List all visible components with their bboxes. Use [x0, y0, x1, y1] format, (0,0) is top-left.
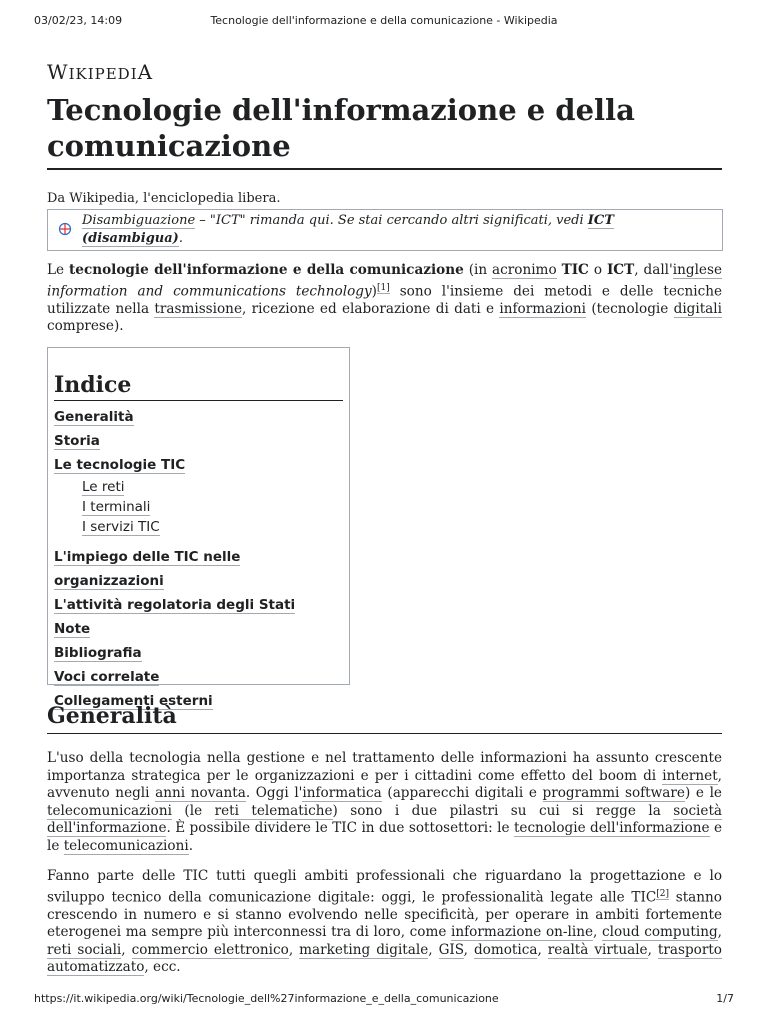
- print-page-number: 1/7: [716, 992, 734, 1005]
- print-datetime: 03/02/23, 14:09: [34, 14, 123, 27]
- link-telecomunicazioni[interactable]: telecomunicazioni: [47, 802, 172, 819]
- toc-item-label[interactable]: Bibliografia: [54, 645, 142, 661]
- link-inglese[interactable]: inglese: [672, 262, 722, 278]
- link-reti-telematiche[interactable]: reti telematiche: [214, 802, 333, 819]
- toc-item-label[interactable]: Storia: [54, 433, 100, 449]
- link-digitali[interactable]: digitali: [673, 300, 722, 317]
- toc-item-label[interactable]: Voci correlate: [54, 669, 160, 685]
- term-tic: TIC: [561, 262, 589, 278]
- text: e le: [47, 820, 722, 854]
- disambiguation-icon: [58, 222, 72, 236]
- text: . È possibile dividere le TIC in due sottosettori: le: [166, 820, 514, 836]
- generalita-paragraph-2: [47, 868, 722, 977]
- toc-subitem-label[interactable]: Le reti: [82, 479, 125, 495]
- term-bold: tecnologie dell'informazione e della comunicazione: [69, 262, 464, 278]
- toc-item-label[interactable]: Collegamenti esterni: [54, 693, 213, 709]
- term-ict: ICT: [606, 262, 635, 278]
- link-cloud-computing[interactable]: cloud computing: [602, 924, 718, 941]
- text: , ecc.: [144, 959, 181, 976]
- text: ): [371, 283, 377, 300]
- reference-1[interactable]: [1]: [376, 282, 390, 293]
- toc-item-storia[interactable]: [54, 429, 343, 453]
- link-marketing-digitale[interactable]: marketing digitale: [299, 941, 429, 958]
- link-trasporto-automatizzato[interactable]: trasporto automatizzato: [47, 941, 722, 976]
- toc-item-label[interactable]: Le tecnologie TIC: [54, 457, 186, 473]
- toc-subitem-label[interactable]: I servizi TIC: [82, 519, 160, 535]
- link-gis[interactable]: GIS: [438, 941, 464, 958]
- text: o: [588, 262, 607, 278]
- text: ,: [717, 924, 722, 941]
- text: (in: [463, 262, 493, 278]
- print-page-title: Tecnologie dell'informazione e della comunicazione - Wikipedia: [210, 14, 558, 27]
- text: Le: [47, 262, 70, 278]
- toc-item-label[interactable]: L'impiego delle TIC nelle organizzazioni: [54, 549, 241, 589]
- link-programmi-software[interactable]: programmi software: [542, 785, 685, 801]
- text: ,: [121, 941, 132, 958]
- toc-subitem-reti[interactable]: [82, 477, 343, 497]
- toc-list: [54, 405, 343, 713]
- text: ,: [593, 924, 602, 941]
- toc-item-bibliografia[interactable]: [54, 641, 343, 665]
- toc-item-note[interactable]: [54, 617, 343, 641]
- generalita-paragraph-1: [47, 750, 722, 855]
- text: , avvenuto negli: [47, 767, 722, 801]
- link-societa-informazione[interactable]: società dell'informazione: [47, 802, 723, 836]
- table-of-contents: [47, 347, 350, 709]
- text: Fanno parte delle TIC tutti quegli ambiti professionali che riguardano la progettazione e lo sviluppo tecnico della comunicazione digitale: oggi, le professionalità legate alle TIC: [47, 868, 722, 906]
- link-tecnologie-informazione[interactable]: tecnologie dell'informazione: [513, 820, 710, 836]
- link-acronimo[interactable]: acronimo: [492, 262, 557, 278]
- toc-item-tecnologie[interactable]: [54, 453, 343, 537]
- toc-item-regolatoria[interactable]: [54, 593, 343, 617]
- link-realta-virtuale[interactable]: realtà virtuale: [547, 941, 648, 958]
- reference-2[interactable]: [2]: [656, 888, 669, 899]
- logo-last: A: [137, 60, 154, 84]
- link-anni-novanta[interactable]: anni novanta: [155, 785, 246, 801]
- link-reti-sociali[interactable]: reti sociali: [47, 941, 122, 958]
- hatnote-end: .: [178, 231, 183, 246]
- disambiguation-link[interactable]: Disambiguazione: [82, 213, 196, 228]
- logo-middle: IKIPEDI: [68, 65, 138, 83]
- link-telecomunicazioni-2[interactable]: telecomunicazioni: [63, 837, 189, 854]
- disambiguation-hatnote: [47, 209, 723, 251]
- toc-subitem-label[interactable]: I terminali: [82, 499, 151, 515]
- print-url: https://it.wikipedia.org/wiki/Tecnologie_dell%27informazione_e_della_comunicazione: [34, 992, 499, 1005]
- text: ,: [288, 941, 300, 958]
- toc-subitem-terminali[interactable]: [82, 497, 343, 517]
- text: comprese).: [47, 318, 124, 335]
- link-informatica[interactable]: informatica: [302, 785, 382, 801]
- link-trasmissione[interactable]: trasmissione: [154, 300, 242, 317]
- text: .: [188, 837, 194, 854]
- toc-item-voci-correlate[interactable]: [54, 665, 343, 689]
- text: stanno crescendo in numero e si stanno evolvendo nelle specificità, per operare in ambiti fortemente eterogenei ma sempre più interconnessi tra di loro, come: [47, 889, 722, 941]
- print-footer: [0, 992, 768, 1008]
- link-commercio-elettronico[interactable]: commercio elettronico: [131, 941, 289, 958]
- toc-item-label[interactable]: Generalità: [54, 409, 134, 425]
- text: ,: [537, 941, 548, 958]
- toc-item-label[interactable]: L'attività regolatoria degli Stati: [54, 597, 296, 613]
- page-title: Tecnologie dell'informazione e della comunicazione: [47, 92, 722, 170]
- text: , dall': [634, 262, 673, 278]
- toc-title: Indice: [54, 372, 343, 401]
- term-english: information and communications technology: [47, 283, 372, 300]
- section-heading-generalita: Generalità: [47, 703, 722, 734]
- text: L'uso della tecnologia nella gestione e nel trattamento delle informazioni ha assunto crescente importanza strategica per le organizzazioni e per i cittadini come effetto del boom di: [47, 750, 722, 784]
- text: sono l'insieme dei metodi e delle tecniche utilizzate nella: [47, 283, 722, 317]
- text: ,: [647, 941, 658, 958]
- text: ,: [428, 941, 439, 958]
- toc-item-generalita[interactable]: [54, 405, 343, 429]
- logo-first: W: [47, 60, 69, 84]
- intro-paragraph: [47, 262, 722, 336]
- text: . Oggi l': [245, 785, 303, 801]
- text: ) sono i due pilastri su cui si regge la: [332, 802, 674, 819]
- text: (apparecchi digitali e: [381, 785, 543, 801]
- wikipedia-logo[interactable]: [47, 60, 153, 84]
- text: (le: [171, 802, 215, 819]
- toc-item-impiego[interactable]: [54, 545, 343, 593]
- toc-subitem-servizi[interactable]: [82, 517, 343, 537]
- print-header: [0, 14, 768, 30]
- tagline: Da Wikipedia, l'enciclopedia libera.: [47, 191, 281, 206]
- toc-sublist: [82, 477, 343, 537]
- link-informazioni[interactable]: informazioni: [499, 300, 587, 317]
- hatnote-text: – "ICT" rimanda qui. Se stai cercando altri significati, vedi: [195, 213, 588, 228]
- text: (tecnologie: [586, 300, 674, 317]
- text: ,: [463, 941, 474, 958]
- link-domotica[interactable]: domotica: [473, 941, 538, 958]
- link-internet[interactable]: internet: [662, 767, 718, 784]
- text: , ricezione ed elaborazione di dati e: [242, 300, 500, 317]
- link-informazione-online[interactable]: informazione on-line: [451, 924, 594, 941]
- toc-item-label[interactable]: Note: [54, 621, 91, 637]
- text: ) e le: [684, 785, 722, 801]
- ict-disambigua-link[interactable]: ICT (disambigua): [82, 213, 614, 246]
